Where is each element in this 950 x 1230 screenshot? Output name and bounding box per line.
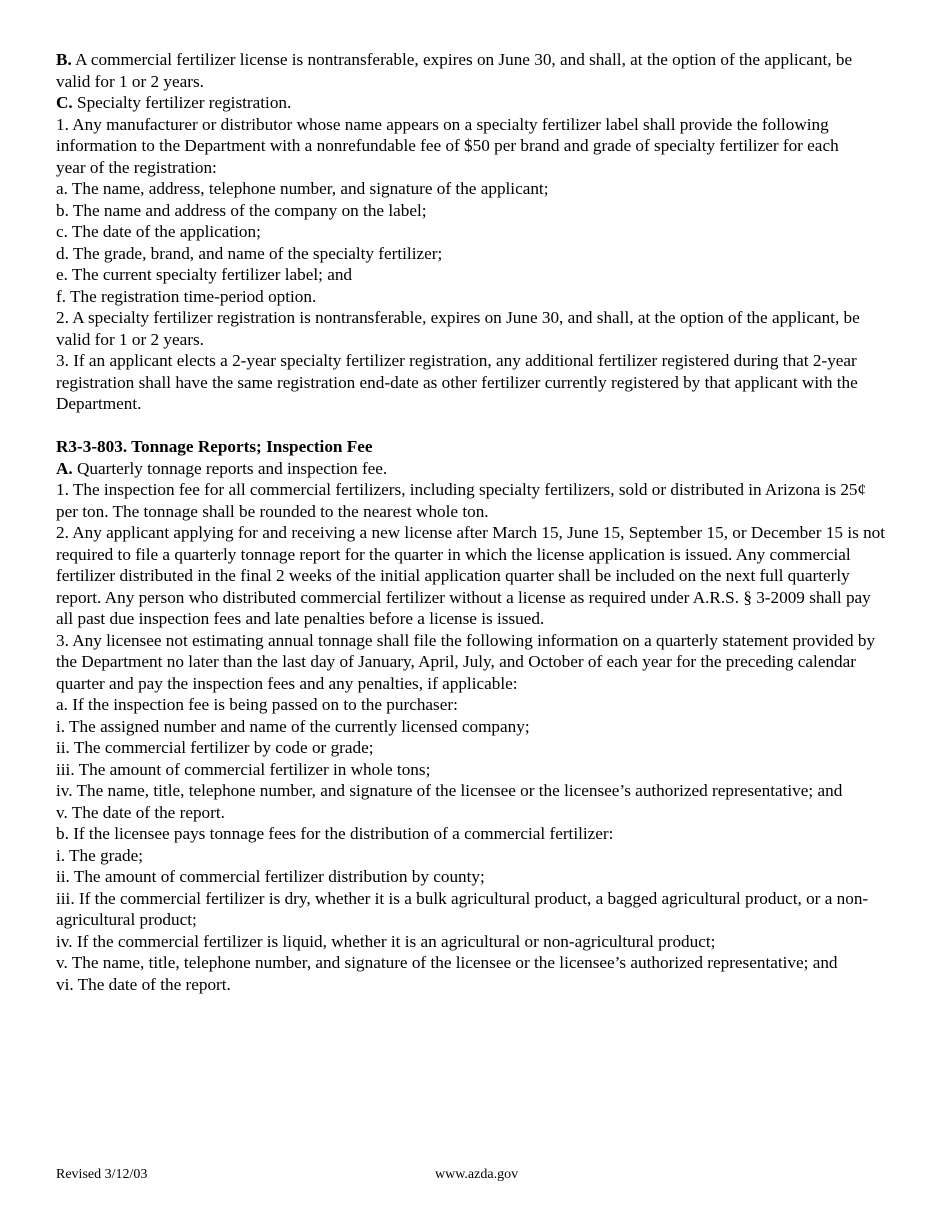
list-item: i. The grade;	[56, 845, 144, 865]
list-item: iii. If the commercial fertilizer is dry, whether it is a bulk agricultural product, a bagged agricultural product, or a non-agricultural product;	[56, 888, 869, 929]
list-item: a. If the inspection fee is being passed on to the purchaser:	[56, 695, 458, 714]
c1-line-2: year of the registration:	[56, 157, 217, 177]
c1-line-1: 1. Any manufacturer or distributor whose name appears on a specialty fertilizer label shall provide the following information to the Department with a nonrefundable fee of $50 per brand and grade of specialty fertilizer for each	[56, 114, 839, 155]
list-item: v. The name, title, telephone number, and signature of the licensee or the licensee’s authorized representative; and	[56, 953, 838, 972]
list-item: iii. The amount of commercial fertilizer in whole tons;	[56, 759, 431, 779]
paragraph-a3: 3. Any licensee not estimating annual tonnage shall file the following information on a quarterly statement provided by the Department no later than the last day of January, April, July, and October of each year for the preceding calendar quarter and pay the inspection fees and any penalties, if applicable:	[56, 630, 876, 693]
document-body	[56, 49, 886, 995]
paragraph-a1: 1. The inspection fee for all commercial fertilizers, including specialty fertilizers, sold or distributed in Arizona is 25¢ per ton. The tonnage shall be rounded to the nearest whole ton.	[56, 480, 867, 521]
label-c: C.	[56, 93, 73, 112]
paragraph-c2: 2. A specialty fertilizer registration is nontransferable, expires on June 30, and shall, at the option of the applicant, be valid for 1 or 2 years.	[56, 308, 860, 349]
list-item: iv. If the commercial fertilizer is liquid, whether it is an agricultural or non-agricultural product;	[56, 931, 716, 951]
list-item: f. The registration time-period option.	[56, 286, 317, 306]
paragraph-c3: 3. If an applicant elects a 2-year specialty fertilizer registration, any additional fertilizer registered during that 2-year registration shall have the same registration end-date as other fertilizer currently registered by that applicant with the Department.	[56, 351, 858, 413]
section-heading: R3-3-803. Tonnage Reports; Inspection Fee	[56, 437, 373, 456]
paragraph-b: B. A commercial fertilizer license is nontransferable, expires on June 30, and shall, at the option of the applicant, be valid for 1 or 2 years.	[56, 50, 853, 91]
label-b: B.	[56, 50, 72, 69]
paragraph-c: C. Specialty fertilizer registration.	[56, 93, 292, 112]
paragraph-a2: 2. Any applicant applying for and receiving a new license after March 15, June 15, September 15, or December 15 is not required to file a quarterly tonnage report for the quarter in which the license application is issued. Any commercial fertilizer distributed in the final 2 weeks of the initial application quarter shall be included on the next full quarterly report. Any person who distributed commercial fertilizer without a license as required under A.R.S. § 3-2009 shall pay all past due inspection fees and late penalties before a license is issued.	[56, 523, 886, 628]
paragraph-a: A. Quarterly tonnage reports and inspection fee.	[56, 458, 388, 478]
list-item: d. The grade, brand, and name of the specialty fertilizer;	[56, 243, 443, 263]
list-item: iv. The name, title, telephone number, and signature of the licensee or the licensee’s authorized representative; and	[56, 781, 843, 800]
list-item: b. If the licensee pays tonnage fees for the distribution of a commercial fertilizer:	[56, 824, 614, 843]
list-item: v. The date of the report.	[56, 802, 225, 822]
list-item: ii. The commercial fertilizer by code or grade;	[56, 738, 374, 757]
list-item: vi. The date of the report.	[56, 974, 231, 994]
list-item: b. The name and address of the company on the label;	[56, 200, 427, 220]
footer-revised: Revised 3/12/03	[56, 1167, 148, 1182]
spacer	[56, 415, 886, 437]
list-item: c. The date of the application;	[56, 222, 261, 241]
footer-website: www.azda.gov	[435, 1167, 519, 1182]
label-a: A.	[56, 458, 73, 478]
list-item: ii. The amount of commercial fertilizer distribution by county;	[56, 867, 485, 886]
list-item: e. The current specialty fertilizer label; and	[56, 265, 353, 284]
list-item: a. The name, address, telephone number, and signature of the applicant;	[56, 179, 549, 198]
list-item: i. The assigned number and name of the currently licensed company;	[56, 716, 530, 736]
